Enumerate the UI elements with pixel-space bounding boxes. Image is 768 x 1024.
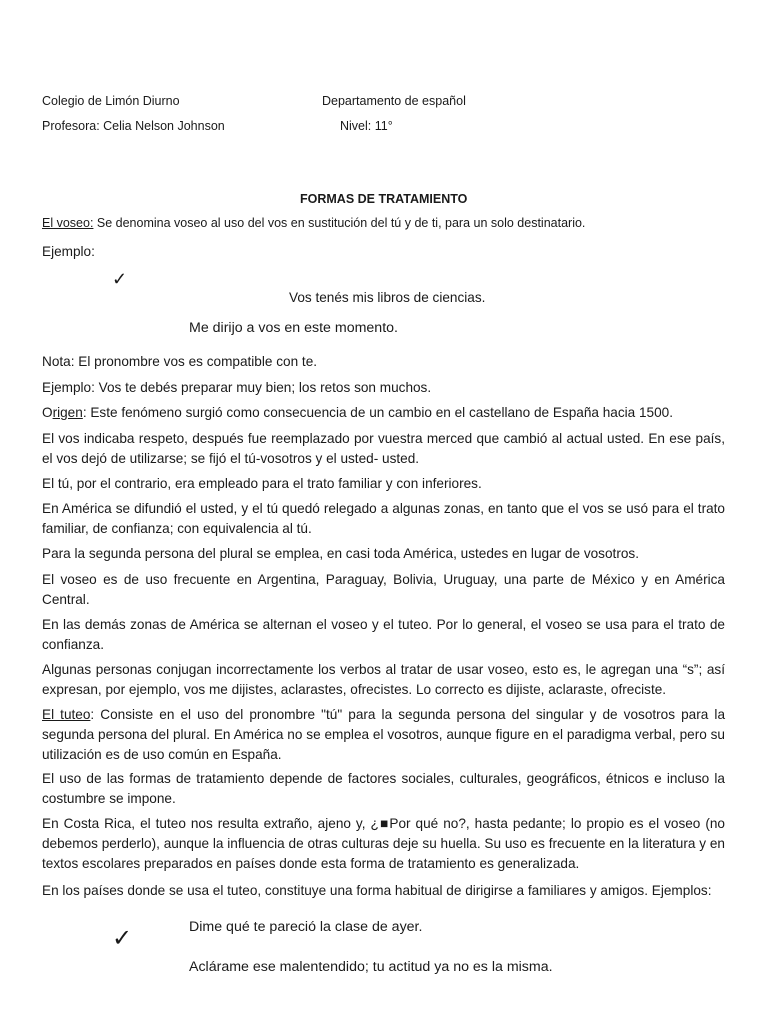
origen-text: : Este fenómeno surgió como consecuencia de un cambio en el castellano de España hacia 1500.: [82, 405, 674, 420]
example-vos-2: Me dirijo a vos en este momento.: [189, 320, 398, 336]
paragraph-conjugacion: Algunas personas conjugan incorrectamente los verbos al tratar de usar voseo, esto es, le agregan una “s”; así expresan, por ejemplo, vos me dijistes, aclarastes, ofrecistes. Lo correcto es dijiste, aclaraste, ofreciste.: [42, 662, 725, 697]
voseo-definition: [42, 213, 725, 233]
paragraph-plural: Para la segunda persona del plural se emplea, en casi toda América, ustedes en lugar de vosotros.: [42, 546, 639, 561]
level-label: Nivel: 11°: [340, 119, 393, 133]
paragraph-america-usted: En América se difundió el usted, y el tú quedó relegado a algunas zonas, en tanto que el vos se usó para el trato familiar, de confianza; con equivalencia al tú.: [42, 501, 725, 536]
check-icon: ✓: [112, 925, 133, 952]
paragraph-voseo-paises: El voseo es de uso frecuente en Argentina, Paraguay, Bolivia, Uruguay, una parte de México y en América Central.: [42, 572, 725, 607]
tuteo-text: : Consiste en el uso del pronombre "tú" para la segunda persona del singular y de vosotros para la segunda persona del plural. En América no se emplea el vosotros, aunque figure en el paradigma verbal, pero su utilización es de uso común en España.: [42, 707, 726, 762]
example-tu-2: Aclárame ese malentendido; tu actitud ya no es la misma.: [189, 959, 553, 975]
origen-paragraph: [42, 403, 725, 423]
origen-pre: O: [42, 405, 53, 420]
ejemplo-label: Ejemplo:: [42, 244, 95, 259]
voseo-term: El voseo:: [42, 216, 94, 230]
nota-paragraph: Nota: El pronombre vos es compatible con te.: [42, 354, 318, 369]
page-title: FORMAS DE TRATAMIENTO: [300, 192, 468, 206]
ejemplo-te-paragraph: Ejemplo: Vos te debés preparar muy bien; los retos son muchos.: [42, 380, 432, 395]
paragraph-tuteo-paises: En los países donde se usa el tuteo, constituye una forma habitual de dirigirse a familiares y amigos. Ejemplos:: [42, 883, 712, 898]
school-name: Colegio de Limón Diurno: [42, 94, 180, 108]
example-vos-1: Vos tenés mis libros de ciencias.: [289, 290, 486, 305]
paragraph-vos-respeto: El vos indicaba respeto, después fue reemplazado por vuestra merced que cambió al actual usted. En ese país, el vos dejó de utilizarse; se fijó el tú-vosotros y el usted- usted.: [42, 431, 725, 466]
paragraph-zonas: En las demás zonas de América se alternan el voseo y el tuteo. Por lo general, el voseo se usa para el trato de confianza.: [42, 617, 725, 652]
tuteo-paragraph: [42, 705, 725, 765]
paragraph-costa-rica: En Costa Rica, el tuteo nos resulta extraño, ajeno y, ¿■Por qué no?, hasta pedante; lo propio es el voseo (no debemos perderlo), aunque la influencia de otras culturas deje su huella. Su uso es frecuente en la literatura y en textos escolares preparados en países donde esta forma de tratamiento es generalizada.: [42, 816, 725, 871]
check-icon: ✓: [112, 269, 128, 289]
paragraph-factores: El uso de las formas de tratamiento depende de factores sociales, culturales, geográficos, étnicos e incluso la costumbre se impone.: [42, 771, 725, 806]
example-tu-1: Dime qué te pareció la clase de ayer.: [189, 919, 423, 935]
paragraph-tu-familiar: El tú, por el contrario, era empleado para el trato familiar y con inferiores.: [42, 476, 482, 491]
teacher-name: Profesora: Celia Nelson Johnson: [42, 119, 225, 133]
voseo-text: Se denomina voseo al uso del vos en sustitución del tú y de ti, para un solo destinatario.: [93, 216, 586, 230]
tuteo-term: El tuteo: [42, 707, 91, 722]
department-name: Departamento de español: [322, 94, 466, 108]
origen-term: rigen: [52, 405, 83, 420]
